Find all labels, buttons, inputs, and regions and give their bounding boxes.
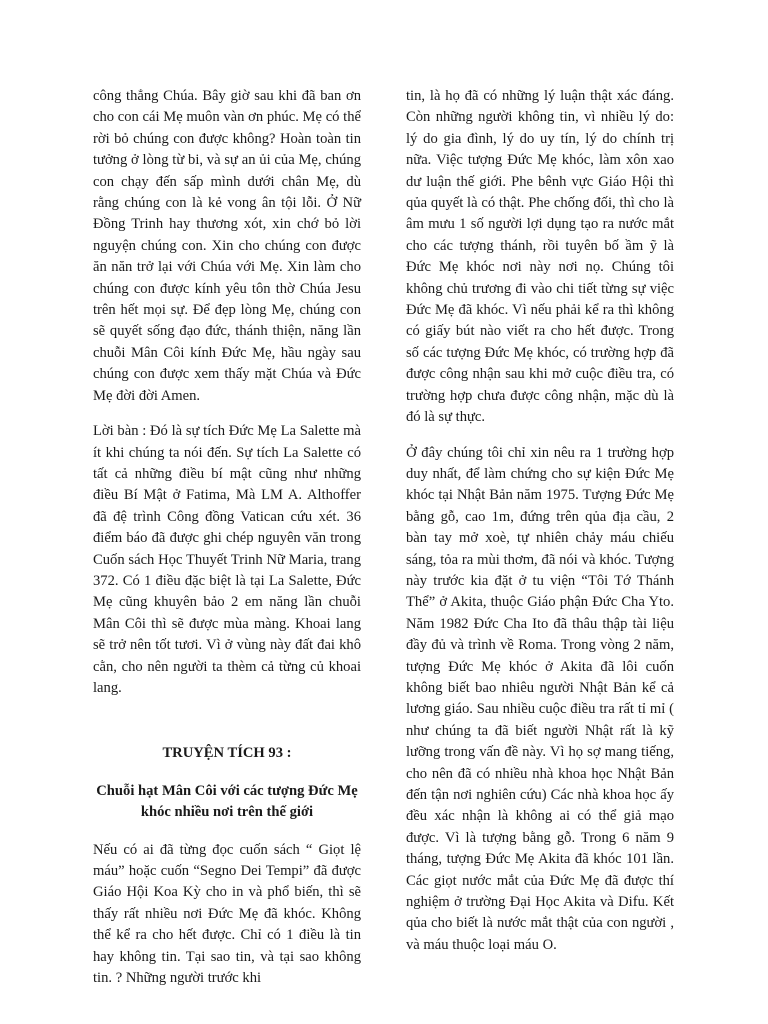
left-paragraph-commentary: Lời bàn : Đó là sự tích Đức Mẹ La Salette mà ít khi chúng ta nói đến. Sự tích La Salette có tất cả những điều bí mật cũng như những điều Bí Mật ở Fatima, Mà LM A. Althoffer đã đệ trình Công đồng Vatican cứu xét. 36 điểm báo đã được ghi chép nguyên văn trong Cuốn sách Học Thuyết Trinh Nữ Maria, trang 372. Có 1 điều đặc biệt là tại La Salette, Đức Mẹ cũng khuyên bảo 2 em năng lần chuỗi Mân Côi thì sẽ được mùa màng. Khoai lang sẽ trở nên tốt tươi. Vì ở vùng này đất đai khô cằn, cho nên người ta thèm cả từng củ khoai lang. [93, 423, 361, 696]
left-column [93, 86, 361, 1003]
right-paragraph-debate: tin, là họ đã có những lý luận thật xác đáng. Còn những người không tin, vì nhiều lý do: lý do gia đình, lý do uy tín, lý do chính trị nữa. Việc tượng Đức Mẹ khóc, làm xôn xao dư luận thế giới. Phe bênh vực Giáo Hội thì qủa quyết là có thật. Phe chống đối, thì cho là âm mưu 1 số người lợi dụng tạo ra nước mắt cho các tượng thánh, rồi tuyên bố ầm ỹ là Đức Mẹ khóc nơi này nơi nọ. Chúng tôi không chủ trương đi vào chi tiết từng sự việc Đức Mẹ đã khóc. Vì nếu phải kể ra thì không có giấy bút nào viết ra cho hết được. Trong số các tượng Đức Mẹ khóc, có trường hợp đã được công nhận sau khi mở cuộc điều tra, có trường hợp chưa được công nhận, mặc dù là đó là sự thực. [406, 88, 674, 426]
story-heading: TRUYỆN TÍCH 93 : [162, 745, 292, 762]
story-title: Chuỗi hạt Mân Côi với các tượng Đức Mẹ khóc nhiều nơi trên thế giới [96, 782, 358, 821]
left-paragraph-story-intro: Nếu có ai đã từng đọc cuốn sách “ Giọt lệ máu” hoặc cuốn “Segno Dei Tempi” đã được Giáo Hội Koa Kỳ cho in và phổ biến, thì sẽ thấy rất nhiều nơi Đức Mẹ đã khóc. Không thể kể ra cho hết được. Chỉ có 1 điều là tin hay không tin. Tại sao tin, và tại sao không tin. ? Những người trước khi [93, 841, 361, 987]
left-paragraph-prayer: công thẳng Chúa. Bây giờ sau khi đã ban ơn cho con cái Mẹ muôn vàn ơn phúc. Mẹ có thể rời bỏ chúng con được không? Hoàn toàn tin tưởng ở lòng từ bi, và sự an ủi của Mẹ, chúng con chạy đến sấp mình dưới chân Mẹ, dù rằng chúng con là kẻ vong ân tội lỗi. Ở Nữ Đồng Trinh hay thương xót, xin chớ bỏ lời nguyện chúng con. Xin cho chúng con được ăn năn trở lại với Chúa với Mẹ. Xin làm cho chúng con được kính yêu tôn thờ Chúa Jesu trên hết mọi sự. Để đẹp lòng Mẹ, chúng con sẽ quyết sống đạo đức, thánh thiện, năng lần chuỗi Mân Côi kính Đức Mẹ, hầu ngày sau chúng con được xem thấy mặt Chúa và Đức Mẹ đời đời Amen. [93, 88, 361, 404]
right-column [406, 86, 674, 970]
right-paragraph-akita: Ở đây chúng tôi chỉ xin nêu ra 1 trường hợp duy nhất, để làm chứng cho sự kiện Đức Mẹ khóc tại Nhật Bản năm 1975. Tượng Đức Mẹ bằng gỗ, cao 1m, đứng trên qủa địa cầu, 2 bàn tay mở xoè, tự nhiên chảy máu chiếu sáng, tỏa ra mùi thơm, đã nói và khóc. Tượng này trước kia đặt ở tu viện “Tôi Tớ Thánh Thể” ở Akita, thuộc Giáo phận Đức Cha Yto. Năm 1982 Đức Cha Ito đã thâu thập tài liệu đầy đủ và trình về Roma. Trong vòng 2 năm, tượng Đức Mẹ khóc ở Akita đã lôi cuốn không biết bao nhiêu người Nhật Bản kể cả lương giáo. Sau nhiều cuộc điều tra rất tỉ mỉ ( như chúng ta đã biết người Nhật rất là kỹ lưỡng trong vấn đề này. Vì họ sợ mang tiếng, cho nên đã có nhiều nhà khoa học Nhật Bản đến tận nơi nghiên cứu) Các nhà khoa học ấy đều xác nhận là không ai có thể giả mạo được. Vì là tượng bằng gỗ. Trong 6 năm 9 tháng, tượng Đức Mẹ Akita đã khóc 101 lần. Các giọt nước mắt của Đức Mẹ đã được thí nghiệm ở trường Đại Học Akita và Difu. Kết qủa cho biết là nước mắt thật của con người , và máu thuộc loại máu O. [406, 444, 674, 953]
